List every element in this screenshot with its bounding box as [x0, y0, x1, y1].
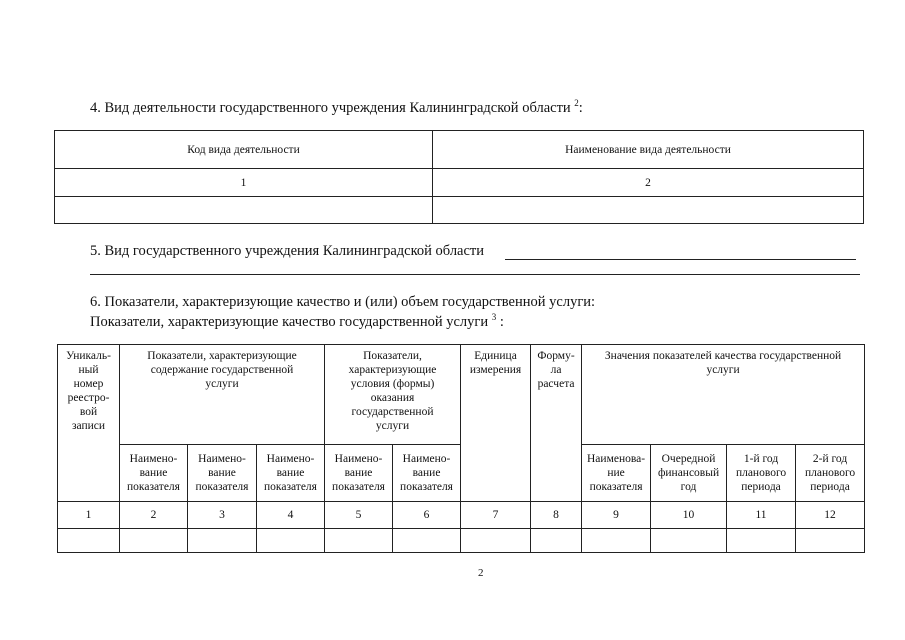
activity-table [54, 130, 864, 224]
formula-header: Форму- ла расчета [531, 345, 582, 502]
indicator-name-header: Наимено- вание показателя [188, 445, 257, 502]
column-number: 6 [393, 502, 461, 529]
column-number: 4 [257, 502, 325, 529]
column-number: 2 [433, 169, 864, 197]
plan-year-1-header: 1-й год планового периода [727, 445, 796, 502]
unit-header: Единица измерения [461, 345, 531, 502]
data-cell[interactable] [393, 529, 461, 553]
column-number: 5 [325, 502, 393, 529]
column-number: 3 [188, 502, 257, 529]
quality-values-header: Значения показателей качества государственной услуги [582, 345, 865, 445]
indicator-name-header: Наимено- вание показателя [393, 445, 461, 502]
section-6-heading: 6. Показатели, характеризующие качество и (или) объем государственной услуги: [90, 294, 596, 310]
column-number: 8 [531, 502, 582, 529]
section-4-heading: 4. Вид деятельности государственного учреждения Калининградской области $^2$: [90, 98, 583, 116]
section-5-heading: 5. Вид государственного учреждения Калининградской области [90, 243, 485, 259]
indicator-name-header: Наимено- вание показателя [120, 445, 188, 502]
column-number: 1 [55, 169, 433, 197]
data-cell[interactable] [651, 529, 727, 553]
data-cell[interactable] [461, 529, 531, 553]
activity-name-cell[interactable] [433, 197, 864, 224]
plan-year-2-header: 2-й год планового периода [796, 445, 865, 502]
footnote-marker: 3 [491, 312, 497, 322]
data-cell[interactable] [531, 529, 582, 553]
column-number: 11 [727, 502, 796, 529]
data-cell[interactable] [58, 529, 120, 553]
quality-indicators-heading: Показатели, характеризующие качество государственной услуги $^3$ : [90, 312, 504, 330]
column-number: 12 [796, 502, 865, 529]
unique-number-header: Уникаль- ный номер реестро- вой записи [58, 345, 120, 502]
data-cell[interactable] [257, 529, 325, 553]
activity-name-header: Наименование вида деятельности [433, 131, 864, 169]
column-number: 2 [120, 502, 188, 529]
conditions-indicators-header: Показатели, характеризующие условия (формы) оказания государственной услуги [325, 345, 461, 445]
activity-code-header: Код вида деятельности [55, 131, 433, 169]
data-cell[interactable] [188, 529, 257, 553]
indicator-name-header: Наимено- вание показателя [325, 445, 393, 502]
indicator-name-header: Наимено- вание показателя [257, 445, 325, 502]
page-number: 2 [478, 567, 484, 579]
column-number: 9 [582, 502, 651, 529]
data-cell[interactable] [325, 529, 393, 553]
column-number: 1 [58, 502, 120, 529]
activity-code-cell[interactable] [55, 197, 433, 224]
institution-type-line[interactable] [505, 259, 856, 260]
footnote-marker: 2 [574, 98, 579, 108]
data-cell[interactable] [727, 529, 796, 553]
column-number: 10 [651, 502, 727, 529]
quality-indicators-table [57, 344, 865, 553]
content-indicators-header: Показатели, характеризующие содержание государственной услуги [120, 345, 325, 445]
institution-type-line-2[interactable] [90, 274, 860, 275]
column-number: 7 [461, 502, 531, 529]
data-cell[interactable] [582, 529, 651, 553]
current-year-header: Очередной финансовый год [651, 445, 727, 502]
data-cell[interactable] [120, 529, 188, 553]
value-indicator-name-header: Наименова- ние показателя [582, 445, 651, 502]
data-cell[interactable] [796, 529, 865, 553]
